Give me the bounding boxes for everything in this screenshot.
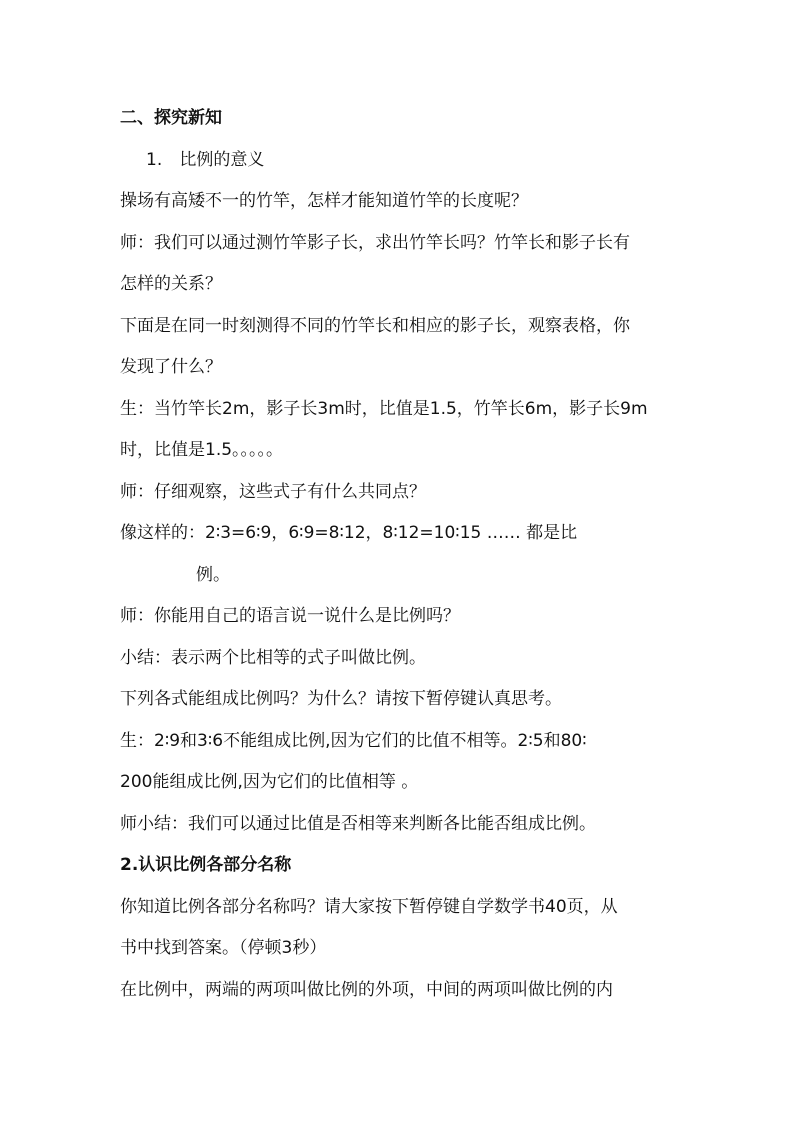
summary-definition: 小结：表示两个比相等的式子叫做比例。 (120, 648, 426, 668)
student-exercise-line-1: 生：2∶9和3∶6不能组成比例,因为它们的比值不相等。2∶5和80∶ (120, 731, 587, 751)
self-study-line-1: 你知道比例各部分名称吗？请大家按下暂停键自学数学书40页，从 (120, 897, 618, 917)
self-study-line-2: 书中找到答案。（停顿3秒） (120, 938, 327, 958)
teacher-question-line-2: 怎样的关系？ (120, 274, 222, 294)
student-exercise-line-2: 200能组成比例,因为它们的比值相等 。 (120, 772, 419, 792)
teacher-common-point: 师：仔细观察，这些式子有什么共同点？ (120, 482, 426, 502)
terms-definition: 在比例中，两端的两项叫做比例的外项，中间的两项叫做比例的内 (120, 980, 613, 1000)
examples-line-1: 像这样的：2∶3=6∶9，6∶9=8∶12，8∶12=10∶15 …… 都是比 (120, 523, 578, 543)
examples-line-2: 例。 (196, 565, 230, 585)
section-heading-parts: 2.认识比例各部分名称 (120, 855, 292, 875)
section-heading-explore: 二、探究新知 (120, 108, 222, 128)
student-answer-line-1: 生：当竹竿长2m，影子长3m时，比值是1.5，竹竿长6m，影子长9m (120, 399, 648, 419)
observe-table-line-2: 发现了什么？ (120, 357, 222, 377)
paragraph-bamboo-question: 操场有高矮不一的竹竿，怎样才能知道竹竿的长度呢？ (120, 191, 528, 211)
teacher-question-line-1: 师：我们可以通过测竹竿影子长，求出竹竿长吗？竹竿长和影子长有 (120, 233, 630, 253)
subsection-number: 1. (146, 150, 163, 170)
teacher-summary: 师小结：我们可以通过比值是否相等来判断各比能否组成比例。 (120, 814, 596, 834)
observe-table-line-1: 下面是在同一时刻测得不同的竹竿长和相应的影子长，观察表格，你 (120, 316, 630, 336)
student-answer-line-2: 时，比值是1.5。。。。。 (120, 440, 284, 460)
subsection-meaning-of-proportion (146, 148, 264, 172)
subsection-title: 比例的意义 (179, 150, 265, 170)
teacher-own-words: 师：你能用自己的语言说一说什么是比例吗？ (120, 606, 460, 626)
exercise-prompt: 下列各式能组成比例吗？为什么？请按下暂停键认真思考。 (120, 689, 562, 709)
